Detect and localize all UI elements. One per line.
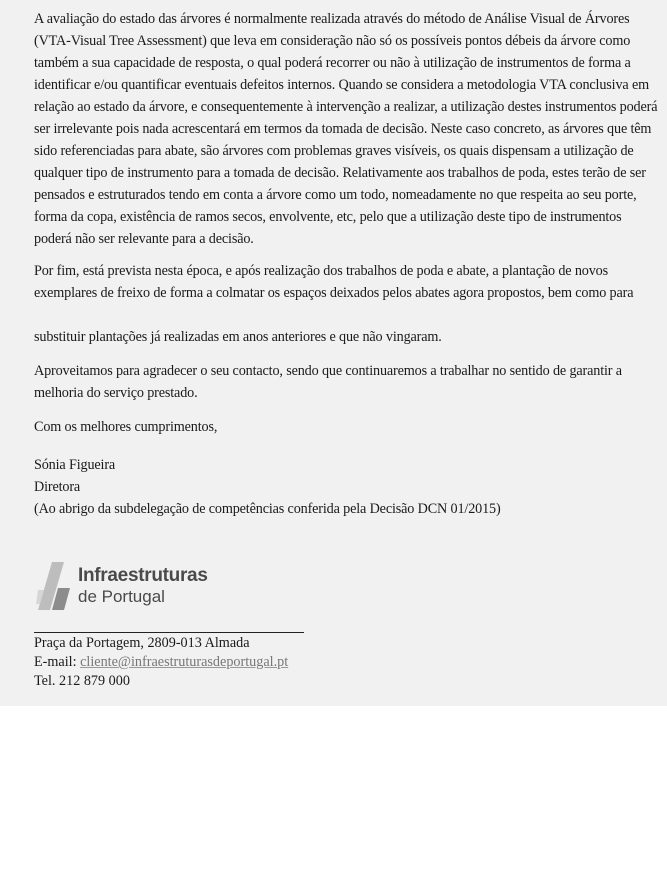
closing-salutation: Com os melhores cumprimentos, — [34, 419, 218, 435]
delegation-note: (Ao abrigo da subdelegação de competências conferida pela Decisão DCN 01/2015) — [34, 501, 501, 517]
signatory-title: Diretora — [34, 479, 81, 495]
company-logo — [36, 560, 208, 612]
email-link[interactable]: cliente@infraestruturasdeportugal.pt — [80, 654, 289, 670]
logo-text-line1: Infraestruturas — [78, 565, 208, 586]
footer-contact — [34, 634, 288, 691]
email-label: E-mail: — [34, 654, 81, 670]
logo-text-line2: de Portugal — [78, 587, 165, 606]
signatory-name: Sónia Figueira — [34, 457, 116, 473]
paragraph-vta: A avaliação do estado das árvores é normalmente realizada através do método de Análise Visual de Árvores (VTA-Visual Tree Assessment) que leva em consideração não só os possíveis pontos débeis da árvore como também a sua capacidade de resposta, o qual poderá recorrer ou não à utilização de instrumentos de forma a identificar e/ou quantificar eventuais defeitos internos. Quando se considera a metodologia VTA conclusiva em relação ao estado da árvore, e consequentemente à intervenção a realizar, a utilização destes instrumentos poderá ser irrelevante pois nada acrescentará em termos da tomada de decisão. Neste caso concreto, as árvores que têm sido referenciadas para abate, são árvores com problemas graves visíveis, os quais dispensam a utilização de qualquer tipo de instrumento para a tomada de decisão. Relativamente aos trabalhos de poda, estes terão de ser pensados e estruturados tendo em conta a árvore como um todo, nomeadamente no que respeita ao seu porte, forma da copa, existência de ramos secos, envolvente, etc, pelo que a utilização deste tipo de instrumentos poderá não ser relevante para a decisão. — [34, 11, 658, 247]
letter-body — [34, 8, 659, 520]
ip-logo-icon — [36, 560, 70, 612]
footer-phone: Tel. 212 879 000 — [34, 673, 130, 689]
footer-divider — [34, 632, 304, 633]
paragraph-plantation-continued: substituir plantações já realizadas em anos anteriores e que não vingaram. — [34, 329, 442, 345]
paragraph-thanks: Aproveitamos para agradecer o seu contacto, sendo que continuaremos a trabalhar no sentido de garantir a melhoria do serviço prestado. — [34, 363, 622, 401]
footer-email-line — [34, 653, 288, 672]
signature-block — [34, 454, 659, 520]
footer-address: Praça da Portagem, 2809-013 Almada — [34, 635, 250, 651]
paragraph-plantation: Por fim, está prevista nesta época, e após realização dos trabalhos de poda e abate, a plantação de novos exemplares de freixo de forma a colmatar os espaços deixados pelos abates agora propostos, bem como para — [34, 263, 634, 301]
